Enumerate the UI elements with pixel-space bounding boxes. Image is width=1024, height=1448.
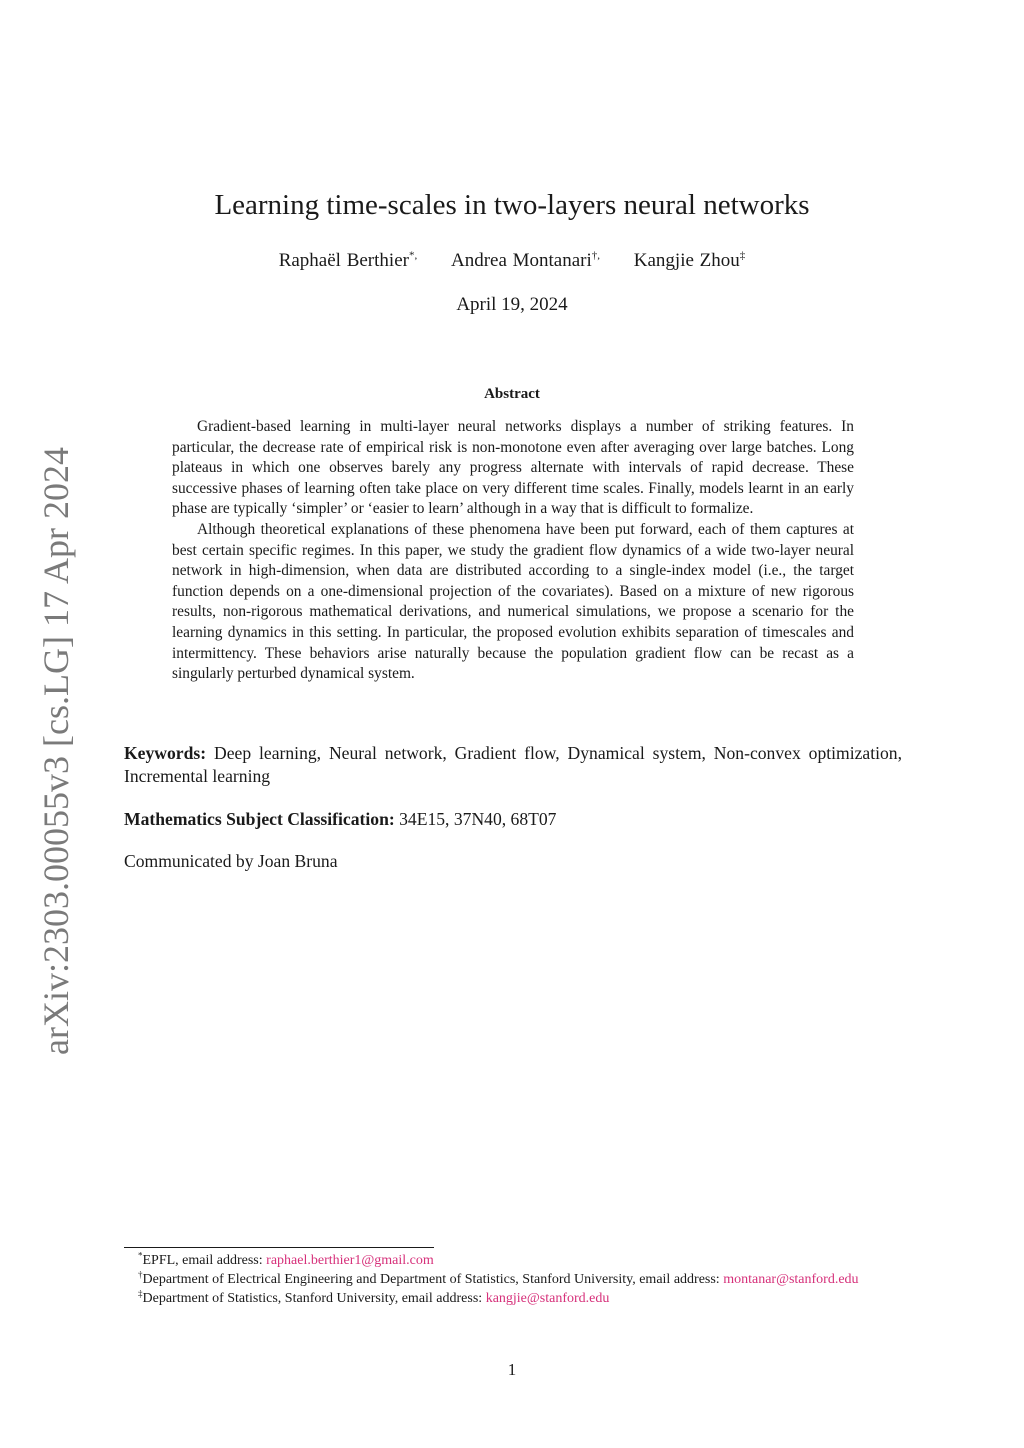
footnote-mark: ‡	[138, 1288, 143, 1299]
author-affiliation-mark: †,	[591, 249, 601, 262]
abstract-paragraph: Gradient-based learning in multi-layer neural networks displays a number of striking features. In particular, the decrease rate of empirical risk is non-monotone even after averaging over large batches. Long plateaus in which one observes barely any progress alternate with intervals of rapid decrease. These successive phases of learning often take place on very different time scales. Finally, models learnt in an early phase are typically ‘simpler’ or ‘easier to learn’ although in a way that is difficult to formalize.	[172, 418, 854, 518]
arxiv-identifier: arXiv:2303.00055v3 [cs.LG] 17 Apr 2024	[36, 447, 76, 1055]
subject-classification	[124, 808, 902, 831]
email-link[interactable]: kangjie@stanford.edu	[485, 1291, 610, 1306]
author	[451, 250, 600, 272]
footnotes	[124, 1251, 902, 1308]
footnote-mark: †	[138, 1269, 143, 1280]
author	[634, 250, 746, 272]
footnote-divider	[124, 1247, 434, 1248]
author-affiliation-mark: ‡	[739, 249, 746, 262]
author-name: Andrea Montanari	[450, 250, 592, 271]
keywords-text: Deep learning, Neural network, Gradient flow, Dynamical system, Non-convex optimization, Incremental learning	[124, 743, 902, 786]
author-list	[0, 250, 1024, 272]
msc-text: 34E15, 37N40, 68T07	[399, 809, 557, 829]
footnote-text: Department of Electrical Engineering and Department of Statistics, Stanford University, email address:	[142, 1272, 724, 1287]
communicated-by: Communicated by Joan Bruna	[124, 851, 338, 871]
author	[279, 250, 418, 272]
footnote-mark: *	[138, 1250, 143, 1261]
footnote-text: Department of Statistics, Stanford University, email address:	[142, 1291, 486, 1306]
footnote	[124, 1251, 902, 1270]
paper-date: April 19, 2024	[456, 294, 568, 315]
abstract-paragraph: Although theoretical explanations of these phenomena have been put forward, each of them captures at best certain specific regimes. In this paper, we study the gradient flow dynamics of a wide two-layer neural network in high-dimension, when data are distributed according to a single-index model (i.e., the target function depends on a one-dimensional projection of the covariates). Based on a mixture of new rigorous results, non-rigorous mathematical derivations, and numerical simulations, we propose a scenario for the learning dynamics in this setting. In particular, the proposed evolution exhibits separation of timescales and intermittency. These behaviors arise naturally because the population gradient flow can be recast as a singularly perturbed dynamical system.	[172, 520, 854, 683]
paper-title: Learning time-scales in two-layers neural networks	[214, 189, 810, 221]
keywords	[124, 742, 902, 788]
email-link[interactable]: montanar@stanford.edu	[723, 1272, 859, 1287]
footnote-text: EPFL, email address:	[142, 1253, 267, 1268]
page-number: 1	[507, 1360, 517, 1379]
footnote	[124, 1289, 902, 1308]
abstract-heading: Abstract	[484, 386, 540, 402]
msc-label: Mathematics Subject Classification:	[124, 809, 395, 829]
keywords-label: Keywords:	[124, 743, 207, 763]
author-name: Kangjie Zhou	[633, 250, 740, 271]
author-name: Raphaël Berthier	[278, 250, 409, 271]
author-affiliation-mark: *,	[408, 249, 418, 262]
abstract-body	[172, 417, 854, 685]
footnote	[124, 1270, 902, 1289]
email-link[interactable]: raphael.berthier1@gmail.com	[266, 1253, 434, 1268]
